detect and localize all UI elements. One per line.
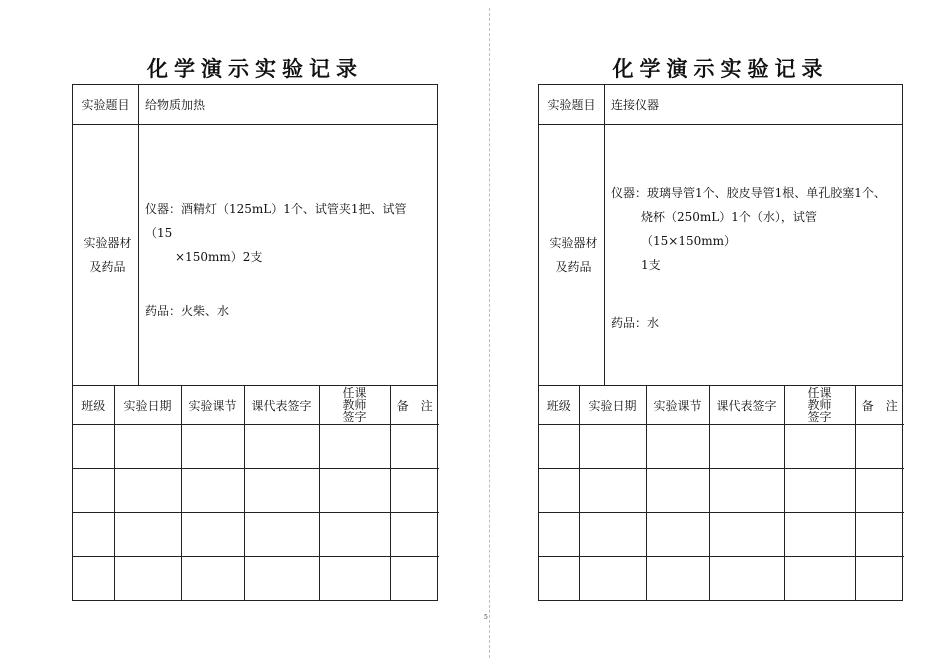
cell[interactable] (390, 557, 439, 601)
page-number: 5 (484, 614, 488, 621)
equipment-label-line1: 实验器材 (549, 236, 598, 250)
cell[interactable] (114, 513, 181, 557)
equipment-row (539, 125, 902, 386)
cell[interactable] (244, 513, 319, 557)
cell[interactable] (390, 469, 439, 513)
col-class: 班级 (73, 386, 114, 425)
instrument-line-3: 1支 (641, 258, 661, 272)
topic-value: 给物质加热 (145, 98, 206, 112)
cell[interactable] (784, 557, 855, 601)
table-row (539, 469, 904, 513)
cell[interactable] (646, 513, 709, 557)
record-table (72, 84, 438, 601)
cell[interactable] (244, 469, 319, 513)
cell[interactable] (244, 557, 319, 601)
cell[interactable] (709, 425, 784, 469)
equipment-row (73, 125, 437, 386)
cell[interactable] (73, 513, 114, 557)
signoff-table (73, 386, 439, 600)
instrument-line-1: 仪器：玻璃导管1个、胶皮导管1根、单孔胶塞1个、 (611, 186, 886, 200)
cell[interactable] (709, 513, 784, 557)
cell[interactable] (114, 557, 181, 601)
col-rep-signature: 课代表签字 (244, 386, 319, 425)
instrument-line-2: 烧杯（250mL）1个（水），试管（15×150mm） (641, 210, 817, 248)
cell[interactable] (855, 557, 904, 601)
table-row (539, 513, 904, 557)
col-period: 实验课节 (646, 386, 709, 425)
col-period: 实验课节 (181, 386, 244, 425)
col-date: 实验日期 (114, 386, 181, 425)
signoff-header-row (73, 386, 439, 425)
equipment-label (539, 125, 605, 385)
col-rep-signature: 课代表签字 (709, 386, 784, 425)
cell[interactable] (539, 425, 579, 469)
cell[interactable] (390, 425, 439, 469)
col-remarks: 备 注 (855, 386, 904, 425)
cell[interactable] (855, 513, 904, 557)
cell[interactable] (539, 557, 579, 601)
cell[interactable] (646, 469, 709, 513)
table-row (73, 469, 439, 513)
table-row (539, 557, 904, 601)
record-sheet-right (538, 55, 903, 601)
cell[interactable] (579, 557, 646, 601)
cell[interactable] (784, 469, 855, 513)
record-title: 化学演示实验记录 (612, 57, 829, 81)
cell[interactable] (539, 469, 579, 513)
col-class: 班级 (539, 386, 579, 425)
record-title: 化学演示实验记录 (147, 57, 363, 81)
cell[interactable] (646, 425, 709, 469)
topic-label: 实验题目 (73, 85, 139, 124)
cell[interactable] (319, 513, 390, 557)
topic-value: 连接仪器 (611, 98, 660, 112)
cell[interactable] (181, 557, 244, 601)
cell[interactable] (319, 425, 390, 469)
topic-row (539, 85, 902, 125)
cell[interactable] (73, 469, 114, 513)
cell[interactable] (319, 557, 390, 601)
topic-row (73, 85, 437, 125)
table-row (73, 513, 439, 557)
cell[interactable] (181, 425, 244, 469)
table-row (73, 425, 439, 469)
cell[interactable] (390, 513, 439, 557)
cell[interactable] (646, 557, 709, 601)
col-date: 实验日期 (579, 386, 646, 425)
topic-label: 实验题目 (539, 85, 605, 124)
cell[interactable] (579, 425, 646, 469)
page-fold-divider (489, 8, 490, 658)
cell[interactable] (539, 513, 579, 557)
equipment-label-line1: 实验器材 (83, 236, 132, 250)
instrument-label: 仪器： (145, 202, 182, 216)
col-teacher-signature: 任课教师签字 (784, 386, 855, 425)
cell[interactable] (784, 513, 855, 557)
instrument-line-2: ×150mm）2支 (175, 250, 263, 264)
cell[interactable] (709, 469, 784, 513)
signoff-table (539, 386, 904, 600)
col-remarks: 备 注 (390, 386, 439, 425)
table-row (73, 557, 439, 601)
cell[interactable] (709, 557, 784, 601)
cell[interactable] (244, 425, 319, 469)
drug-line: 药品：水 (611, 316, 660, 330)
instrument-line-1: 仪器：酒精灯（125mL）1个、试管夹1把、试管（15 (145, 202, 407, 240)
cell[interactable] (319, 469, 390, 513)
cell[interactable] (579, 513, 646, 557)
equipment-label-line2: 及药品 (555, 260, 592, 274)
record-sheet-left (72, 55, 438, 601)
col-teacher-signature: 任课教师签字 (319, 386, 390, 425)
cell[interactable] (114, 425, 181, 469)
cell[interactable] (73, 557, 114, 601)
cell[interactable] (114, 469, 181, 513)
instrument-label: 仪器： (611, 186, 648, 200)
cell[interactable] (784, 425, 855, 469)
cell[interactable] (579, 469, 646, 513)
cell[interactable] (73, 425, 114, 469)
equipment-label (73, 125, 139, 385)
cell[interactable] (181, 513, 244, 557)
equipment-label-line2: 及药品 (89, 260, 126, 274)
cell[interactable] (181, 469, 244, 513)
table-row (539, 425, 904, 469)
equipment-value (605, 125, 902, 385)
record-table (538, 84, 903, 601)
cell[interactable] (855, 425, 904, 469)
drug-line: 药品：火柴、水 (145, 304, 230, 318)
signoff-header-row (539, 386, 904, 425)
equipment-value (139, 125, 437, 385)
cell[interactable] (855, 469, 904, 513)
